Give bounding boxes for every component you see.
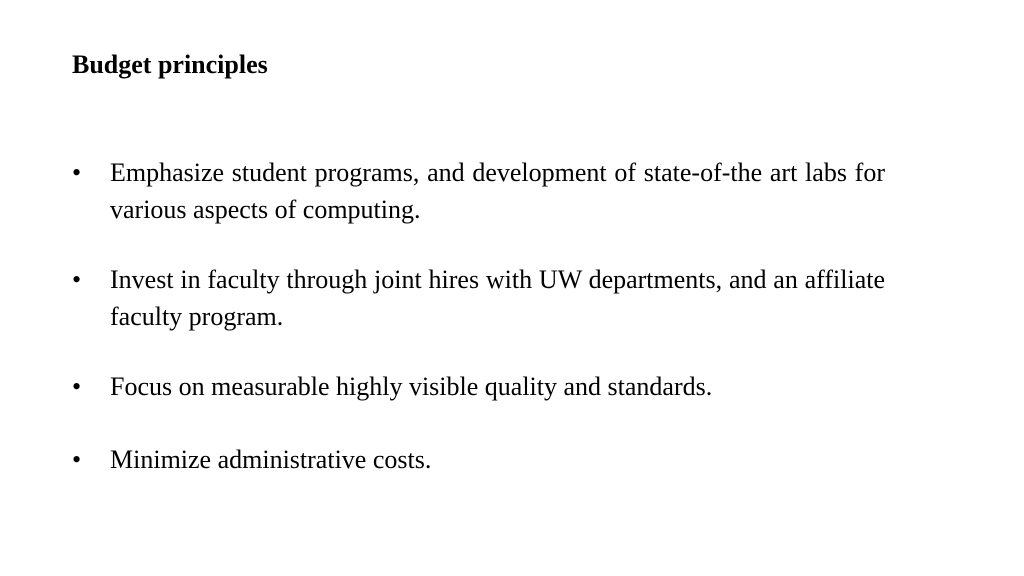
bullet-marker: • bbox=[72, 445, 82, 474]
bullet-marker: • bbox=[72, 265, 82, 294]
bullet-item-admin-costs bbox=[72, 441, 885, 478]
bullet-item-quality-standards bbox=[72, 368, 885, 405]
bullet-item-student-programs bbox=[72, 154, 885, 228]
bullet-text: Invest in faculty through joint hires with UW departments, and an affiliate faculty program. bbox=[110, 265, 885, 331]
bullet-list bbox=[72, 154, 885, 511]
bullet-marker: • bbox=[72, 372, 82, 401]
bullet-text: Emphasize student programs, and development of state-of-the art labs for various aspects of computing. bbox=[110, 158, 885, 224]
bullet-marker: • bbox=[72, 158, 82, 187]
bullet-text: Minimize administrative costs. bbox=[110, 445, 432, 474]
bullet-item-invest-faculty bbox=[72, 261, 885, 335]
bullet-text: Focus on measurable highly visible quality and standards. bbox=[110, 372, 713, 401]
slide-title: Budget principles bbox=[72, 50, 268, 79]
